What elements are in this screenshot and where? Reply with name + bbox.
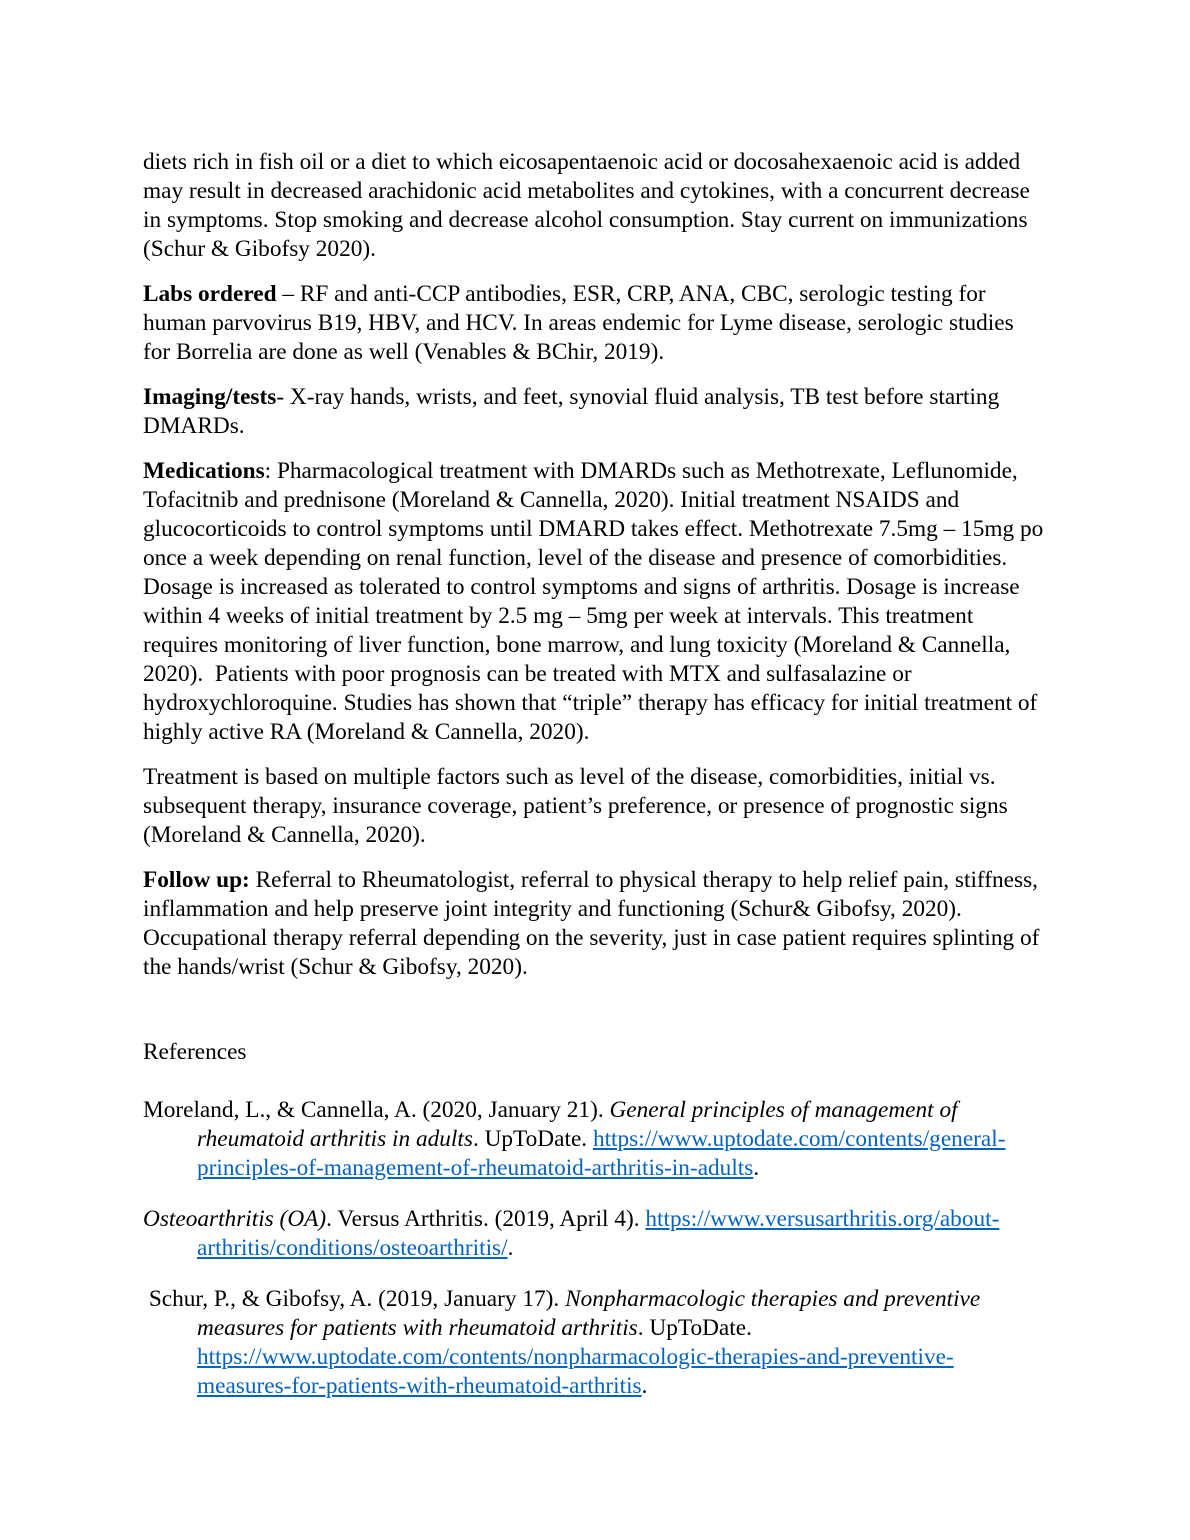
paragraph-follow-up — [143, 866, 1045, 982]
reference-link[interactable]: https://www.uptodate.com/contents/nonpharmacologic-therapies-and-preventive-measures-for-patients-with-rheumatoid-arthritis — [197, 1344, 954, 1399]
text-run: . Versus Arthritis. (2019, April 4). — [326, 1206, 646, 1232]
bold-label: Follow up: — [143, 867, 250, 893]
reference-link[interactable]: https://www.uptodate.com/contents/general-principles-of-management-of-rheumatoid-arthritis-in-adults — [197, 1126, 1006, 1181]
text-run: . UpToDate. — [637, 1315, 758, 1341]
reference-schur-gibofsy — [143, 1285, 1045, 1401]
paragraph-treatment-factors — [143, 763, 1045, 850]
reference-link[interactable]: https://www.versusarthritis.org/about-arthritis/conditions/osteoarthritis/ — [197, 1206, 1000, 1261]
reference-versus-arthritis — [143, 1205, 1045, 1263]
reference-list — [143, 1096, 1045, 1401]
bold-label: Medications — [143, 458, 265, 484]
text-run: Moreland, L., & Cannella, A. (2020, January 21). — [143, 1097, 610, 1123]
paragraph-labs-ordered — [143, 280, 1045, 367]
italic-title: Nonpharmacologic therapies and preventive measures for patients with rheumatoid arthritis — [197, 1286, 987, 1341]
text-run: : Pharmacological treatment with DMARDs such as Methotrexate, Leflunomide, Tofacitnib and prednisone (Moreland & Cannella, 2020). Initial treatment NSAIDS and glucocorticoids to control symptoms until DMARD takes effect. Methotrexate 7.5mg – 15mg po once a week depending on renal function, level of the disease and presence of comorbidities. Dosage is increased as tolerated to control symptoms and signs of arthritis. Dosage is increase within 4 weeks of initial treatment by 2.5 mg – 5mg per week at intervals. This treatment requires monitoring of liver function, bone marrow, and lung toxicity (Moreland & Cannella, 2020). Patients with poor prognosis can be treated with MTX and sulfasalazine or hydroxychloroquine. Studies has shown that “triple” therapy has efficacy for initial treatment of highly active RA (Moreland & Cannella, 2020). — [143, 458, 1050, 745]
italic-title: General principles of management of rheumatoid arthritis in adults — [197, 1097, 964, 1152]
text-run: . — [641, 1373, 648, 1399]
italic-title: Osteoarthritis (OA) — [143, 1206, 327, 1232]
text-run: Referral to Rheumatologist, referral to physical therapy to help relief pain, stiffness, inflammation and help preserve joint integrity and functioning (Schur& Gibofsy, 2020). Occupational therapy referral depending on the severity, just in case patient requires splinting of the hands/wrist (Schur & Gibofsy, 2020). — [143, 867, 1046, 980]
text-run: - X-ray hands, wrists, and feet, synovial fluid analysis, TB test before starting DMARDs. — [143, 384, 1006, 439]
bold-label: Imaging/tests — [143, 384, 277, 410]
text-run: . — [753, 1155, 760, 1181]
bold-label: Labs ordered — [143, 281, 277, 307]
reference-moreland-cannella — [143, 1096, 1045, 1183]
document-content — [143, 148, 1050, 1423]
text-run: – RF and anti-CCP antibodies, ESR, CRP, ANA, CBC, serologic testing for human parvovirus B19, HBV, and HCV. In areas endemic for Lyme disease, serologic studies for Borrelia are done as well (Venables & BChir, 2019). — [143, 281, 1020, 365]
text-run: Treatment is based on multiple factors such as level of the disease, comorbidities, initial vs. subsequent therapy, insurance coverage, patient’s preference, or presence of prognostic signs (Moreland & Cannella, 2020). — [143, 764, 1014, 848]
paragraph-medications — [143, 457, 1050, 747]
paragraph-nonpharmacologic-measures — [143, 148, 1045, 264]
text-run: diets rich in fish oil or a diet to which eicosapentaenoic acid or docosahexaenoic acid is added may result in decreased arachidonic acid metabolites and cytokines, with a concurrent decrease in symptoms. Stop smoking and decrease alcohol consumption. Stay current on immunizations (Schur & Gibofsy 2020). — [143, 149, 1036, 262]
text-run: Schur, P., & Gibofsy, A. (2019, January 17). — [143, 1286, 566, 1312]
text-run: . UpToDate. — [472, 1126, 593, 1152]
references-heading: References — [143, 1039, 247, 1065]
text-run: . — [507, 1235, 514, 1261]
body-paragraphs — [143, 148, 1050, 982]
paragraph-imaging-tests — [143, 383, 1045, 441]
